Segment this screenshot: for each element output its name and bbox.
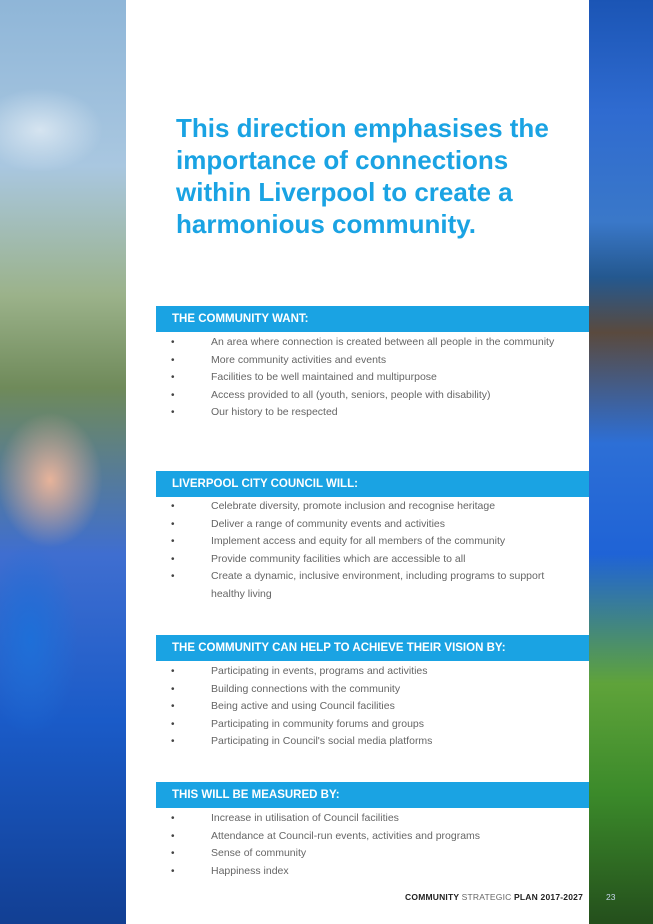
content-panel — [126, 0, 589, 924]
list-item: • Access provided to all (youth, seniors, people with disability) — [170, 387, 570, 405]
bullet-icon: • — [171, 571, 175, 582]
bullet-icon: • — [171, 372, 175, 383]
bullet-icon: • — [171, 389, 175, 401]
footer-part-strategic: STRATEGIC — [461, 892, 512, 902]
list-item: • Deliver a range of community events and activities — [170, 516, 570, 534]
list-item: • An area where connection is created between all people in the community — [170, 334, 570, 352]
section-title-community-want: THE COMMUNITY WANT: — [156, 306, 589, 332]
bullet-icon: • — [171, 536, 175, 547]
list-item: • More community activities and events — [170, 352, 570, 370]
list-item: • Facilities to be well maintained and multipurpose — [170, 369, 570, 387]
list-item: • Increase in utilisation of Council facilities — [170, 810, 570, 828]
list-item: • Sense of community — [170, 845, 570, 863]
bullet-icon: • — [171, 848, 175, 859]
list-item: • Celebrate diversity, promote inclusion and recognise heritage — [170, 498, 570, 516]
page-heading: This direction emphasises the importance of connections within Liverpool to create a harmonious community. — [176, 113, 549, 239]
list-council-will — [170, 498, 570, 603]
list-community-want — [170, 334, 570, 422]
bullet-icon: • — [171, 407, 175, 418]
section-title-community-help: THE COMMUNITY CAN HELP TO ACHIEVE THEIR VISION BY: — [156, 635, 589, 661]
background-photo-left — [0, 0, 126, 924]
bullet-icon: • — [171, 813, 175, 824]
footer-part-community: COMMUNITY — [405, 892, 460, 902]
list-item: • Create a dynamic, inclusive environment, including programs to support healthy living — [171, 570, 545, 600]
bullet-icon: • — [171, 666, 175, 677]
bullet-icon: • — [171, 736, 175, 747]
section-title-measured-by: THIS WILL BE MEASURED BY: — [156, 782, 589, 808]
bullet-icon: • — [171, 518, 175, 530]
list-item: • Being active and using Council facilities — [170, 698, 570, 716]
list-item: • Our history to be respected — [170, 404, 570, 422]
list-item: • Attendance at Council-run events, activities and programs — [170, 828, 570, 846]
list-item: • Implement access and equity for all members of the community — [170, 533, 570, 551]
bullet-icon: • — [171, 701, 175, 712]
section-title-council-will: LIVERPOOL CITY COUNCIL WILL: — [156, 471, 589, 497]
bullet-icon: • — [171, 718, 175, 730]
list-item: • Building connections with the community — [170, 681, 570, 699]
bullet-icon: • — [171, 553, 175, 565]
list-item: • Happiness index — [170, 863, 570, 881]
list-item: • Participating in Council's social media platforms — [170, 733, 570, 751]
list-item: • Provide community facilities which are accessible to all — [170, 551, 570, 569]
bullet-icon: • — [171, 830, 175, 842]
bullet-icon: • — [171, 865, 175, 877]
bullet-icon: • — [171, 683, 175, 695]
list-item: • Participating in community forums and groups — [170, 716, 570, 734]
list-item: • Participating in events, programs and activities — [170, 663, 570, 681]
list-community-help — [170, 663, 570, 751]
list-measured-by — [170, 810, 570, 880]
footer-title — [405, 892, 583, 902]
bullet-icon: • — [171, 337, 175, 348]
background-photo-right — [589, 0, 653, 924]
page-number: 23 — [606, 892, 616, 902]
bullet-icon: • — [171, 501, 175, 512]
bullet-icon: • — [171, 354, 175, 366]
footer-part-plan: PLAN 2017-2027 — [514, 892, 583, 902]
